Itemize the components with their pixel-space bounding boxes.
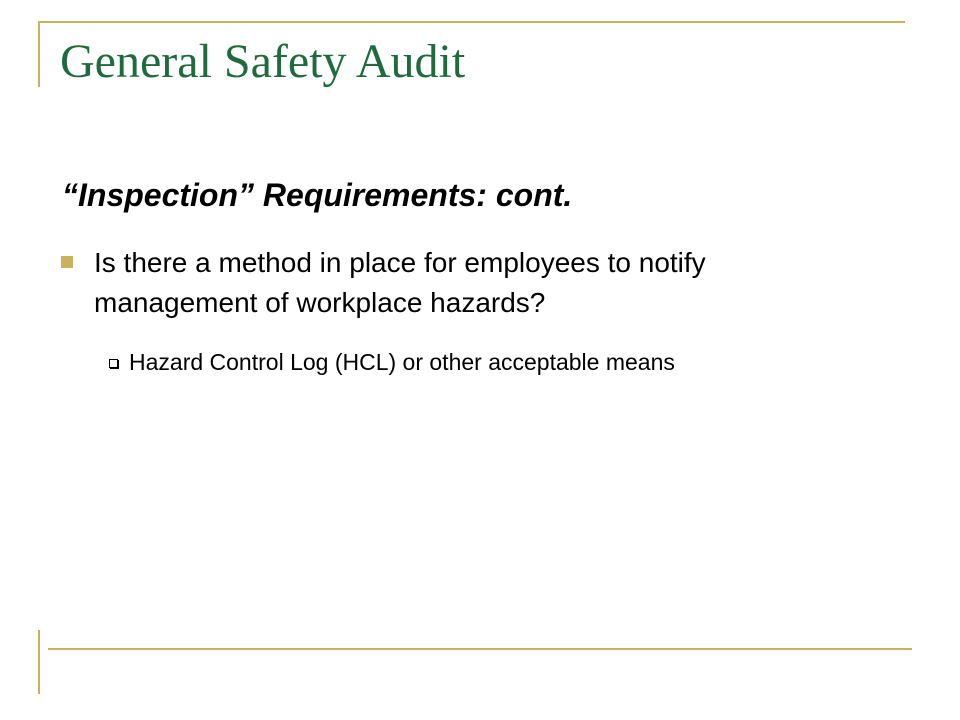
bottom-rule bbox=[48, 648, 912, 650]
sub-bullet-text: Hazard Control Log (HCL) or other acceptable means bbox=[129, 349, 675, 375]
slide-title: General Safety Audit bbox=[60, 35, 466, 88]
bullet-text: Is there a method in place for employees to notify management of workplace hazards? bbox=[94, 247, 706, 318]
slide-subheading: “Inspection” Requirements: cont. bbox=[62, 177, 573, 213]
hollow-square-icon bbox=[109, 359, 118, 368]
filled-square-icon bbox=[61, 256, 73, 268]
bullet-item bbox=[61, 243, 861, 323]
left-rule-bottom bbox=[38, 630, 40, 694]
sub-bullet-item bbox=[109, 346, 869, 379]
top-rule bbox=[40, 21, 905, 23]
left-rule-top bbox=[38, 21, 40, 87]
